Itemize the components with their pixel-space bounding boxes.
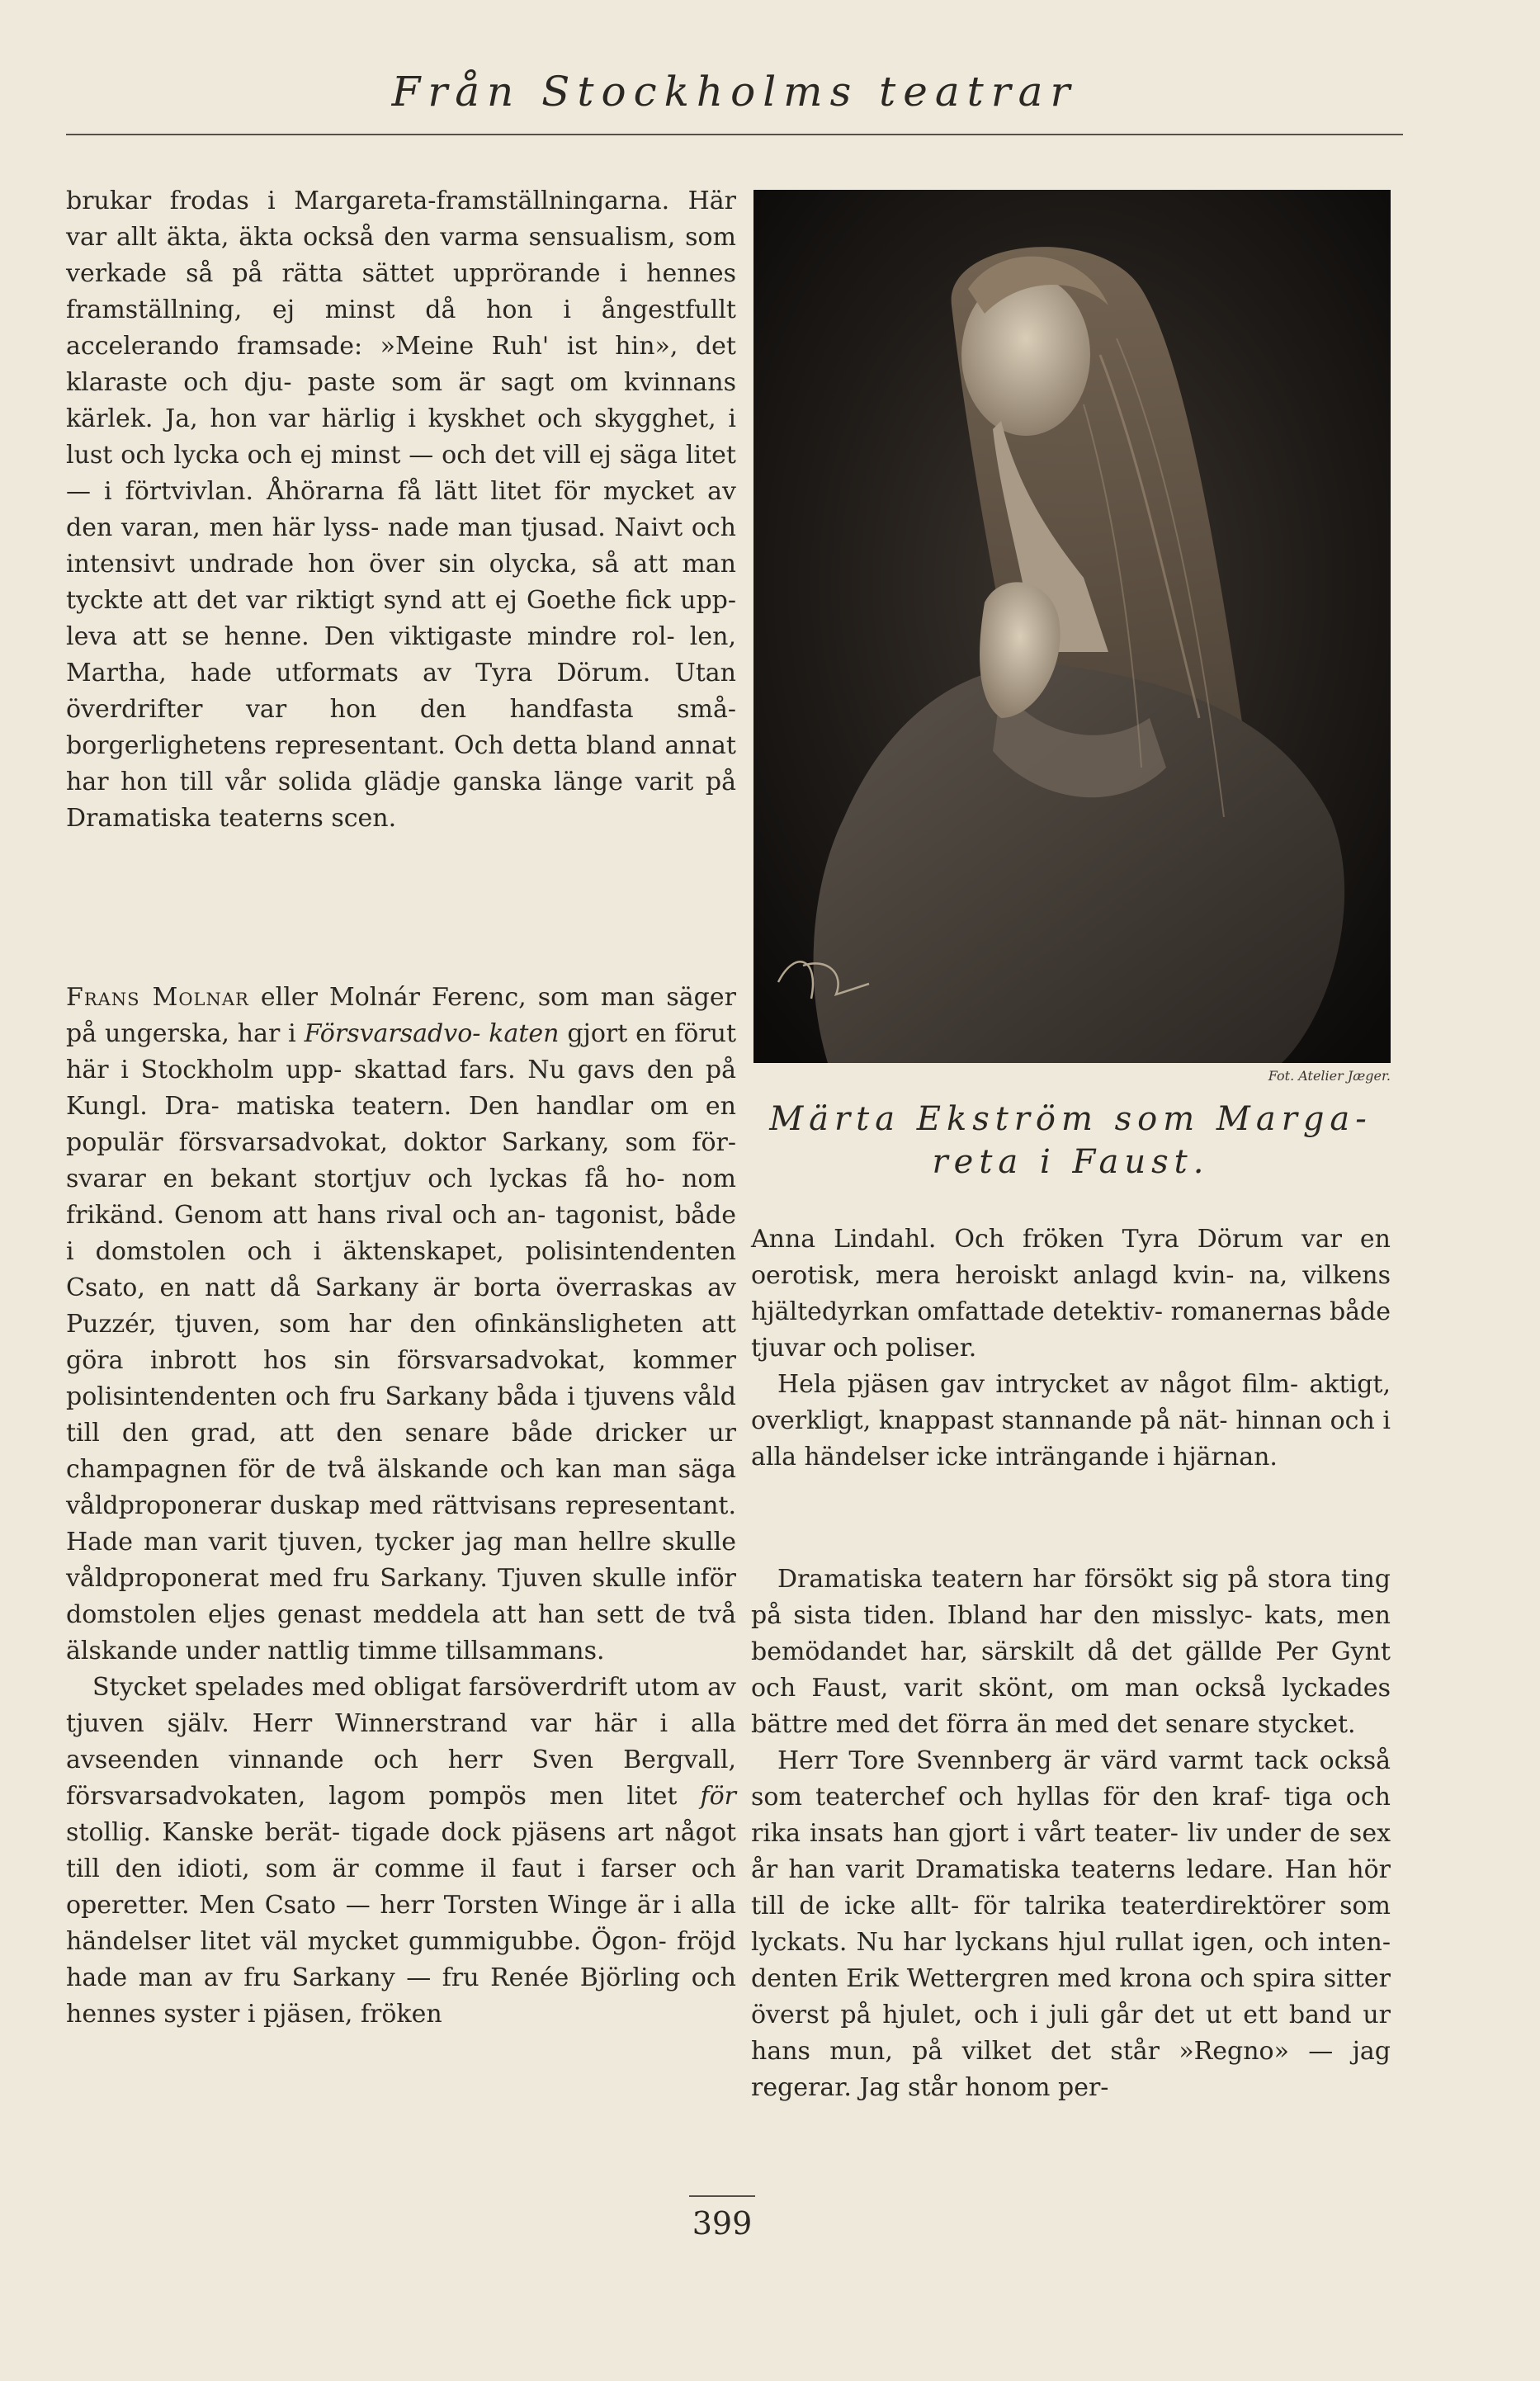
text-line: jag man hellre skulle våldproponerat med fru (66, 1528, 736, 1593)
text-line: genast meddela att han sett de två älskande (66, 1600, 737, 1665)
text-line: Dramatiska teatern har försökt sig på stora (777, 1565, 1332, 1594)
text-line: hon över sin olycka, så att man tyckte att (66, 550, 736, 615)
text-line: ett band ur hans mun, på vilket det står (751, 2001, 1391, 2066)
text-line: Stycket spelades med obligat farsöverdrift (92, 1673, 628, 1702)
text-line: upprörande i hennes framställning, ej minst (66, 259, 736, 324)
text-line: Här var allt äkta, äkta också den varma (66, 187, 737, 252)
text-line: na, vilkens hjältedyrkan omfattade detektiv- (751, 1261, 1391, 1326)
text-line: nade man tjusad. Naivt och intensivt undrade (66, 513, 736, 579)
text-line: gällde Per Gynt och Faust, varit skönt, om (751, 1637, 1391, 1703)
text-line: och fru Sarkany båda i tjuvens våld till (66, 1382, 736, 1448)
paragraph-molnar (66, 980, 736, 1670)
text-line: denten Erik Wettergren med krona och spira (751, 1964, 1316, 1993)
text-line: stollig. Kanske berät- (66, 1818, 341, 1847)
text-line: sin försvarsadvokat, kommer polisintendenten (66, 1346, 736, 1411)
text-line: matiska teatern. Den handlar om en populär (66, 1092, 736, 1157)
paragraph-continuation (66, 183, 736, 837)
text-line: representant. Hade man varit tjuven, tycker (66, 1491, 736, 1557)
text-line: kats, men bemödandet har, särskilt då det (751, 1601, 1391, 1666)
text-line: för talrika teaterdirektörer som lyckats. (751, 1892, 1391, 1957)
text-line: då hon i ångestfullt accelerando framsade: (66, 295, 736, 361)
text-line: i hjärnan. (1156, 1443, 1278, 1472)
left-column-molnar-section (66, 980, 736, 2033)
left-column-paragraph-1 (66, 183, 736, 837)
text-line: man säger på ungerska, har i (66, 983, 736, 1048)
text-line: svarar en bekant stortjuv och lyckas få ho- (66, 1165, 665, 1193)
lead-name-small-caps: Frans Molnar (66, 983, 249, 1012)
portrait-image (753, 190, 1391, 1063)
text-line: hinnan och i alla händelser icke inträngande (751, 1406, 1391, 1472)
text-line: sitter överst på hjulet, och i juli går det ut (751, 1964, 1391, 2029)
text-line: »Regno» — jag regerar. Jag står honom per- (751, 2037, 1391, 2102)
text-line: Men Csato — herr Torsten Winge är i alla (199, 1891, 736, 1920)
text-line: under nattlig timme tillsammans. (185, 1637, 605, 1665)
text-line: försvarsadvokat, doktor Sarkany, som för- (178, 1128, 736, 1157)
caption-line: Märta Ekström som Marga- (769, 1100, 1372, 1138)
text-line: hon var härlig i kyskhet och skygghet, i lust (66, 404, 736, 470)
text-line: champagnen för de två älskande och kan man (66, 1455, 668, 1484)
figure-caption (751, 1098, 1391, 1183)
text-line: har den ofinkänsligheten att göra inbrott hos (66, 1310, 736, 1375)
text-line: teaterns ledare. Han hör till de icke allt- (751, 1855, 1391, 1920)
text-line: man också lyckades bättre med det förra än (751, 1674, 1391, 1739)
text-line: utom av tjuven själv. Herr Winnerstrand (66, 1673, 736, 1738)
text-line: liv under de sex år han varit Dramatiska (751, 1819, 1391, 1884)
text-line: fröjd hade man av fru Sarkany — fru Renée (66, 1927, 736, 1992)
text-line: nom frikänd. Genom att hans rival och an- (66, 1165, 736, 1230)
text-line: också som teaterchef och hyllas för den kraf- (751, 1746, 1391, 1812)
photo-credit: Fot. Atelier Jæger. (1268, 1068, 1391, 1084)
emphasis-italic: för (700, 1782, 736, 1811)
text-line: säga litet — i förtvivlan. Åhörarna få lätt (66, 441, 736, 506)
text-line: tagonist, både i domstolen och i äktenskapet, (66, 1201, 736, 1266)
text-line: Björling och hennes syster i pjäsen, fröken (66, 1963, 736, 2029)
paragraph-dramatiska (751, 1561, 1391, 1743)
text-line: är borta överraskas av Puzzér, tjuven, som (66, 1273, 736, 1339)
text-line: säga våldproponerar duskap med rättvisans (66, 1455, 736, 1520)
text-line: ting på sista tiden. Ibland har den misslyc- (751, 1565, 1391, 1630)
text-line: Sven Bergvall, försvarsadvokaten, lagom (66, 1746, 736, 1811)
text-line: gjort en förut här i Stockholm upp- (66, 1019, 736, 1084)
text-line: paste som är sagt om kvinnans kärlek. Ja, (66, 368, 737, 433)
text-line: Herr Tore Svennberg är värd varmt tack (777, 1746, 1308, 1775)
text-line: skattad fars. Nu gavs den på Kungl. Dra- (66, 1056, 736, 1121)
text-line: tiga och rika insats han gjort i vårt teater- (751, 1783, 1391, 1848)
text-line: leva att se henne. Den viktigaste mindre rol- (66, 622, 675, 651)
paragraph-svennberg (751, 1743, 1391, 2106)
text-line: var en oerotisk, mera heroiskt anlagd kvin- (751, 1225, 1391, 1290)
right-column-part-1 (751, 1221, 1391, 1476)
text-line: eller Molnár Ferenc, som (248, 983, 589, 1012)
text-line: »Meine Ruh' ist hin», det klaraste och dju- (66, 332, 736, 397)
page-number: 399 (692, 2205, 753, 2242)
text-line: Hela pjäsen gav intrycket av något film- (777, 1370, 1299, 1399)
text-line: borgerlighetens representant. Och detta bland (66, 731, 657, 760)
right-column-part-2 (751, 1561, 1391, 2106)
text-line: pompös men litet (428, 1782, 701, 1811)
text-line: brukar frodas i Margareta-framställningarna. (66, 187, 670, 215)
text-line: Nu har lyckans hjul rullat igen, och inten- (856, 1928, 1391, 1957)
text-line: det var riktigt synd att ej Goethe fick upp- (196, 586, 736, 615)
text-line: var här i alla avseenden vinnande och herr (66, 1709, 736, 1774)
text-line: som är comme il faut i farser och operetter. (66, 1854, 736, 1920)
text-line: tigade dock pjäsens art något till den idioti, (66, 1818, 736, 1883)
text-line: Sarkany. Tjuven skulle inför domstolen eljes (66, 1564, 736, 1629)
portrait-photograph (753, 190, 1391, 1063)
caption-line: reta i Faust. (932, 1143, 1210, 1181)
text-line: annat har hon till vår solida glädje ganska (66, 731, 736, 796)
text-line: litet för mycket av den varan, men här lyss- (66, 477, 736, 542)
text-line: Anna Lindahl. Och fröken Tyra Dörum (751, 1225, 1283, 1254)
running-title: Från Stockholms teatrar (391, 68, 1078, 116)
text-line: med det senare stycket. (1055, 1710, 1356, 1739)
text-line: länge varit på Dramatiska teaterns scen. (66, 768, 736, 833)
text-line: den grad, att den senare både dricker ur (121, 1419, 736, 1448)
paragraph-film-impression (751, 1367, 1391, 1476)
text-line: sensualism, som verkade så på rätta sättet (66, 223, 736, 288)
paragraph-continuation (751, 1221, 1391, 1367)
play-title-italic: Försvarsadvo- (304, 1019, 481, 1048)
text-line: romanernas både tjuvar och poliser. (751, 1297, 1391, 1363)
paragraph-performance (66, 1670, 736, 2033)
folio-rule (689, 2195, 755, 2197)
text-line: Utan överdrifter var hon den handfasta små- (66, 659, 736, 724)
text-line: polisintendenten Csato, en natt då Sarkany (66, 1237, 736, 1302)
text-line: len, Martha, hade utformats av Tyra Dörum. (66, 622, 736, 687)
text-line: händelser litet väl mycket gummigubbe. Ögon- (66, 1927, 667, 1956)
text-line: aktigt, overkligt, knappast stannande på nät- (751, 1370, 1391, 1435)
play-title-italic: katen (489, 1019, 560, 1048)
header-rule (66, 134, 1403, 135)
text-line: och lycka och ej minst — och det vill ej (120, 441, 612, 470)
